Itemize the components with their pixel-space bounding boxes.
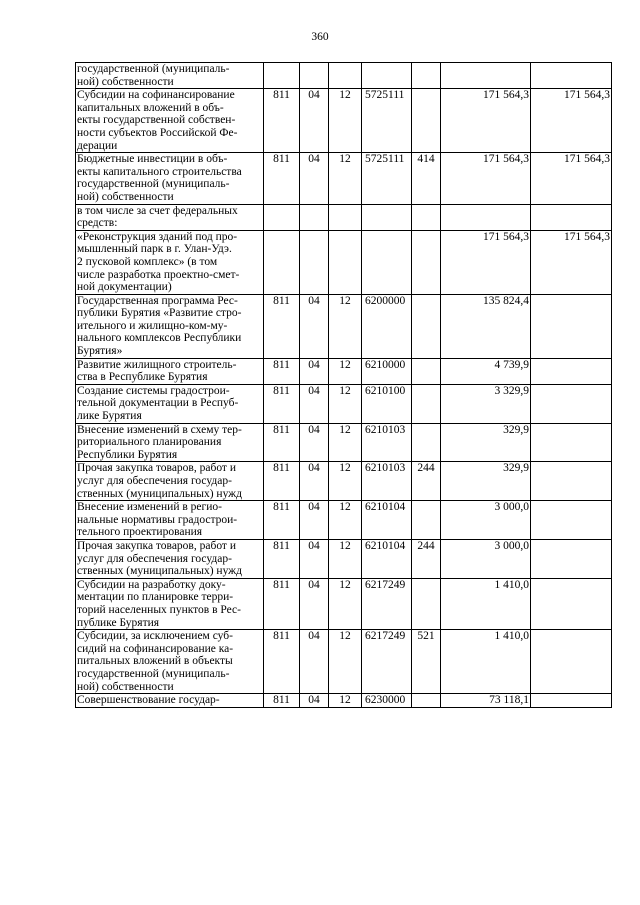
item-name-line: ственных (муниципальных) нужд xyxy=(77,487,242,500)
target-article-cell xyxy=(362,230,412,294)
item-name-line: екты капитального строительства xyxy=(77,165,242,178)
target-article-cell: 6210103 xyxy=(362,462,412,501)
amount-cell: 3 000,0 xyxy=(441,501,531,540)
ministry-code-cell: 811 xyxy=(264,539,300,578)
subsection-code-cell: 12 xyxy=(329,153,362,204)
item-name-cell xyxy=(76,423,264,462)
item-name-line: ственных (муниципальных) нужд xyxy=(77,565,242,578)
item-name-line: Субсидии на софинансирование xyxy=(77,89,235,102)
section-code-cell: 04 xyxy=(300,294,329,358)
amount-cell: 1 410,0 xyxy=(441,578,531,629)
item-name-cell xyxy=(76,578,264,629)
ministry-code-cell xyxy=(264,63,300,89)
expense-type-cell: 244 xyxy=(412,462,441,501)
federal-amount-cell xyxy=(531,358,612,384)
item-name-line: Внесение изменений в регио- xyxy=(77,501,222,514)
federal-amount-cell xyxy=(531,630,612,694)
item-name-cell xyxy=(76,694,264,708)
expense-type-cell xyxy=(412,694,441,708)
table-row xyxy=(76,153,612,204)
item-name-line: публики Бурятия «Развитие стро- xyxy=(77,307,242,320)
expense-type-cell xyxy=(412,204,441,230)
item-name-cell xyxy=(76,63,264,89)
item-name-line: Создание системы градострои- xyxy=(77,384,230,397)
expense-type-cell: 414 xyxy=(412,153,441,204)
amount-cell: 171 564,3 xyxy=(441,89,531,153)
ministry-code-cell xyxy=(264,204,300,230)
item-name-cell xyxy=(76,204,264,230)
target-article-cell: 6200000 xyxy=(362,294,412,358)
table-row xyxy=(76,230,612,294)
federal-amount-cell xyxy=(531,539,612,578)
target-article-cell: 6210103 xyxy=(362,423,412,462)
item-name-line: государственной (муниципаль- xyxy=(77,178,230,191)
table-row xyxy=(76,462,612,501)
item-name-line: Внесение изменений в схему тер- xyxy=(77,423,242,436)
ministry-code-cell: 811 xyxy=(264,358,300,384)
item-name-cell xyxy=(76,462,264,501)
ministry-code-cell: 811 xyxy=(264,384,300,423)
subsection-code-cell: 12 xyxy=(329,462,362,501)
ministry-code-cell: 811 xyxy=(264,89,300,153)
target-article-cell: 6210104 xyxy=(362,539,412,578)
item-name-cell xyxy=(76,294,264,358)
item-name-line: Прочая закупка товаров, работ и xyxy=(77,539,236,552)
federal-amount-cell: 171 564,3 xyxy=(531,230,612,294)
federal-amount-cell xyxy=(531,578,612,629)
item-name-line: лике Бурятия xyxy=(77,410,142,423)
item-name-line: «Реконструкция зданий под про- xyxy=(77,230,238,243)
ministry-code-cell: 811 xyxy=(264,462,300,501)
item-name-line: ства в Республике Бурятия xyxy=(77,371,208,384)
budget-table-body xyxy=(76,63,612,708)
section-code-cell: 04 xyxy=(300,694,329,708)
subsection-code-cell xyxy=(329,63,362,89)
item-name-line: нальные нормативы градострои- xyxy=(77,513,238,526)
amount-cell: 171 564,3 xyxy=(441,230,531,294)
item-name-line: сидий на софинансирование ка- xyxy=(77,642,234,655)
subsection-code-cell: 12 xyxy=(329,539,362,578)
item-name-line: питальных вложений в объекты xyxy=(77,655,233,668)
item-name-line: средств: xyxy=(77,217,118,230)
amount-cell: 329,9 xyxy=(441,462,531,501)
amount-cell: 1 410,0 xyxy=(441,630,531,694)
item-name-line: екты государственной собствен- xyxy=(77,114,236,127)
federal-amount-cell xyxy=(531,294,612,358)
item-name-cell xyxy=(76,89,264,153)
amount-cell: 4 739,9 xyxy=(441,358,531,384)
item-name-cell xyxy=(76,230,264,294)
target-article-cell xyxy=(362,63,412,89)
section-code-cell: 04 xyxy=(300,501,329,540)
item-name-line: торий населенных пунктов в Рес- xyxy=(77,603,241,616)
table-row xyxy=(76,630,612,694)
item-name-line: Субсидии, за исключением суб- xyxy=(77,630,233,643)
item-name-line: дерации xyxy=(77,139,118,152)
ministry-code-cell xyxy=(264,230,300,294)
target-article-cell: 6210100 xyxy=(362,384,412,423)
section-code-cell: 04 xyxy=(300,462,329,501)
subsection-code-cell: 12 xyxy=(329,578,362,629)
page-number: 360 xyxy=(311,31,329,43)
subsection-code-cell: 12 xyxy=(329,358,362,384)
amount-cell: 135 824,4 xyxy=(441,294,531,358)
section-code-cell: 04 xyxy=(300,358,329,384)
item-name-line: числе разработка проектно-смет- xyxy=(77,268,240,281)
item-name-line: в том числе за счет федеральных xyxy=(77,204,238,217)
federal-amount-cell: 171 564,3 xyxy=(531,153,612,204)
table-row xyxy=(76,578,612,629)
item-name-line: услуг для обеспечения государ- xyxy=(77,475,232,487)
item-name-line: Развитие жилищного строитель- xyxy=(77,358,237,371)
item-name-line: Совершенствование государ- xyxy=(77,694,220,707)
subsection-code-cell: 12 xyxy=(329,89,362,153)
item-name-line: тельной документации в Респуб- xyxy=(77,397,239,410)
table-row xyxy=(76,63,612,89)
table-row xyxy=(76,539,612,578)
item-name-line: Республики Бурятия xyxy=(77,448,178,461)
expense-type-cell xyxy=(412,230,441,294)
target-article-cell xyxy=(362,204,412,230)
federal-amount-cell xyxy=(531,423,612,462)
item-name-line: ности субъектов Российской Фе- xyxy=(77,126,238,139)
target-article-cell: 6217249 xyxy=(362,578,412,629)
item-name-line: Бюджетные инвестиции в объ- xyxy=(77,153,228,166)
item-name-cell xyxy=(76,501,264,540)
section-code-cell: 04 xyxy=(300,423,329,462)
item-name-line: государственной (муниципаль- xyxy=(77,667,230,680)
expense-type-cell xyxy=(412,384,441,423)
expense-type-cell xyxy=(412,578,441,629)
item-name-line: мышленный парк в г. Улан-Удэ. xyxy=(77,243,232,256)
item-name-line: тельного проектирования xyxy=(77,526,203,539)
section-code-cell: 04 xyxy=(300,153,329,204)
item-name-line: ной документации) xyxy=(77,281,172,294)
table-row xyxy=(76,384,612,423)
subsection-code-cell xyxy=(329,204,362,230)
ministry-code-cell: 811 xyxy=(264,294,300,358)
amount-cell xyxy=(441,204,531,230)
item-name-line: Прочая закупка товаров, работ и xyxy=(77,462,236,475)
section-code-cell: 04 xyxy=(300,539,329,578)
subsection-code-cell: 12 xyxy=(329,694,362,708)
item-name-cell xyxy=(76,630,264,694)
table-row xyxy=(76,204,612,230)
federal-amount-cell xyxy=(531,384,612,423)
ministry-code-cell: 811 xyxy=(264,423,300,462)
expense-type-cell xyxy=(412,89,441,153)
item-name-line: государственной (муниципаль- xyxy=(77,63,230,75)
target-article-cell: 6210000 xyxy=(362,358,412,384)
target-article-cell: 6210104 xyxy=(362,501,412,540)
table-row xyxy=(76,694,612,708)
item-name-cell xyxy=(76,358,264,384)
expense-type-cell xyxy=(412,501,441,540)
item-name-cell xyxy=(76,539,264,578)
ministry-code-cell: 811 xyxy=(264,501,300,540)
expense-type-cell xyxy=(412,358,441,384)
section-code-cell: 04 xyxy=(300,630,329,694)
subsection-code-cell: 12 xyxy=(329,294,362,358)
subsection-code-cell: 12 xyxy=(329,501,362,540)
section-code-cell: 04 xyxy=(300,384,329,423)
item-name-cell xyxy=(76,153,264,204)
item-name-line: публике Бурятия xyxy=(77,616,160,629)
expense-type-cell: 244 xyxy=(412,539,441,578)
ministry-code-cell: 811 xyxy=(264,578,300,629)
section-code-cell xyxy=(300,230,329,294)
expense-type-cell: 521 xyxy=(412,630,441,694)
item-name-line: ментации по планировке терри- xyxy=(77,591,234,604)
item-name-line: риториального планирования xyxy=(77,436,222,449)
amount-cell: 73 118,1 xyxy=(441,694,531,708)
item-name-line: ительного и жилищно-ком-му- xyxy=(77,319,228,332)
item-name-line: 2 пусковой комплекс» (в том xyxy=(77,255,218,268)
target-article-cell: 5725111 xyxy=(362,89,412,153)
expense-type-cell xyxy=(412,423,441,462)
ministry-code-cell: 811 xyxy=(264,630,300,694)
item-name-line: капитальных вложений в объ- xyxy=(77,101,224,114)
section-code-cell xyxy=(300,204,329,230)
amount-cell: 171 564,3 xyxy=(441,153,531,204)
amount-cell: 3 000,0 xyxy=(441,539,531,578)
table-row xyxy=(76,89,612,153)
table-row xyxy=(76,294,612,358)
section-code-cell: 04 xyxy=(300,578,329,629)
item-name-line: Бурятия» xyxy=(77,345,123,358)
subsection-code-cell: 12 xyxy=(329,423,362,462)
item-name-line: услуг для обеспечения государ- xyxy=(77,552,232,565)
federal-amount-cell xyxy=(531,501,612,540)
item-name-line: ной) собственности xyxy=(77,75,174,88)
federal-amount-cell: 171 564,3 xyxy=(531,89,612,153)
amount-cell xyxy=(441,63,531,89)
federal-amount-cell xyxy=(531,204,612,230)
item-name-cell xyxy=(76,384,264,423)
item-name-line: Государственная программа Рес- xyxy=(77,294,238,307)
table-row xyxy=(76,501,612,540)
amount-cell: 329,9 xyxy=(441,423,531,462)
subsection-code-cell xyxy=(329,230,362,294)
federal-amount-cell xyxy=(531,63,612,89)
budget-table xyxy=(75,62,612,708)
subsection-code-cell: 12 xyxy=(329,630,362,694)
item-name-line: ной) собственности xyxy=(77,680,174,693)
federal-amount-cell xyxy=(531,694,612,708)
target-article-cell: 5725111 xyxy=(362,153,412,204)
expense-type-cell xyxy=(412,294,441,358)
item-name-line: нального комплексов Республики xyxy=(77,332,242,345)
target-article-cell: 6217249 xyxy=(362,630,412,694)
section-code-cell: 04 xyxy=(300,89,329,153)
item-name-line: Субсидии на разработку доку- xyxy=(77,578,226,591)
section-code-cell xyxy=(300,63,329,89)
target-article-cell: 6230000 xyxy=(362,694,412,708)
table-row xyxy=(76,423,612,462)
federal-amount-cell xyxy=(531,462,612,501)
expense-type-cell xyxy=(412,63,441,89)
subsection-code-cell: 12 xyxy=(329,384,362,423)
amount-cell: 3 329,9 xyxy=(441,384,531,423)
ministry-code-cell: 811 xyxy=(264,694,300,708)
table-row xyxy=(76,358,612,384)
item-name-line: ной) собственности xyxy=(77,190,174,203)
ministry-code-cell: 811 xyxy=(264,153,300,204)
